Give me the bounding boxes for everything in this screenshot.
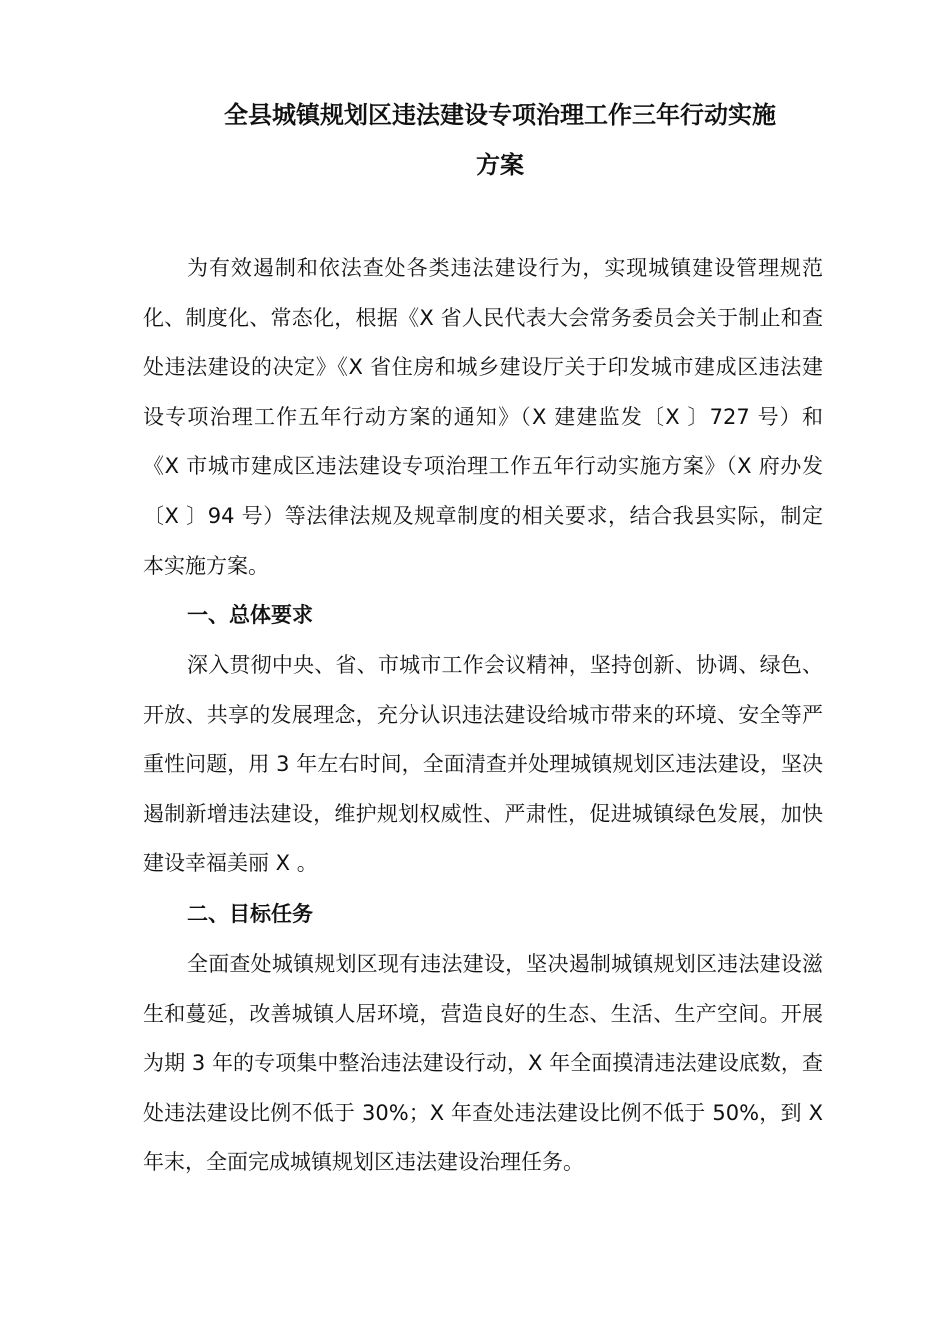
intro-paragraph: 为有效遏制和依法查处各类违法建设行为，实现城镇建设管理规范化、制度化、常态化，根据《X 省人民代表大会常务委员会关于制止和查处违法建设的决定》《X 省住房和城乡建设厅关于印发城市建成区违法建设专项治理工作五年行动方案的通知》（X 建建监发〔X 〕727 号）和《X 市城市建成区违法建设专项治理工作五年行动实施方案》（X 府办发〔X 〕94 号）等法律法规及规章制度的相关要求，结合我县实际，制定本实施方案。 bbox=[143, 256, 823, 578]
section-heading-targets: 二、目标任务 bbox=[187, 902, 313, 926]
section-body-general-requirements: 深入贯彻中央、省、市城市工作会议精神，坚持创新、协调、绿色、开放、共享的发展理念，充分认识违法建设给城市带来的环境、安全等严重性问题，用 3 年左右时间，全面清查并处理城镇规划区违法建设，坚决遏制新增违法建设，维护规划权威性、严肃性，促进城镇绿色发展，加快建设幸福美丽 X 。 bbox=[143, 653, 823, 876]
section-body-targets: 全面查处城镇规划区现有违法建设，坚决遏制城镇规划区违法建设滋生和蔓延，改善城镇人居环境，营造良好的生态、生活、生产空间。开展为期 3 年的专项集中整治违法建设行动，X 年全面摸清违法建设底数，查处违法建设比例不低于 30%；X 年查处违法建设比例不低于 50%，到 X 年末，全面完成城镇规划区违法建设治理任务。 bbox=[143, 952, 823, 1175]
document-title-line-2: 方案 bbox=[476, 151, 524, 179]
document-title-line-1: 全县城镇规划区违法建设专项治理工作三年行动实施 bbox=[224, 101, 776, 129]
section-heading-general-requirements: 一、总体要求 bbox=[187, 603, 313, 627]
